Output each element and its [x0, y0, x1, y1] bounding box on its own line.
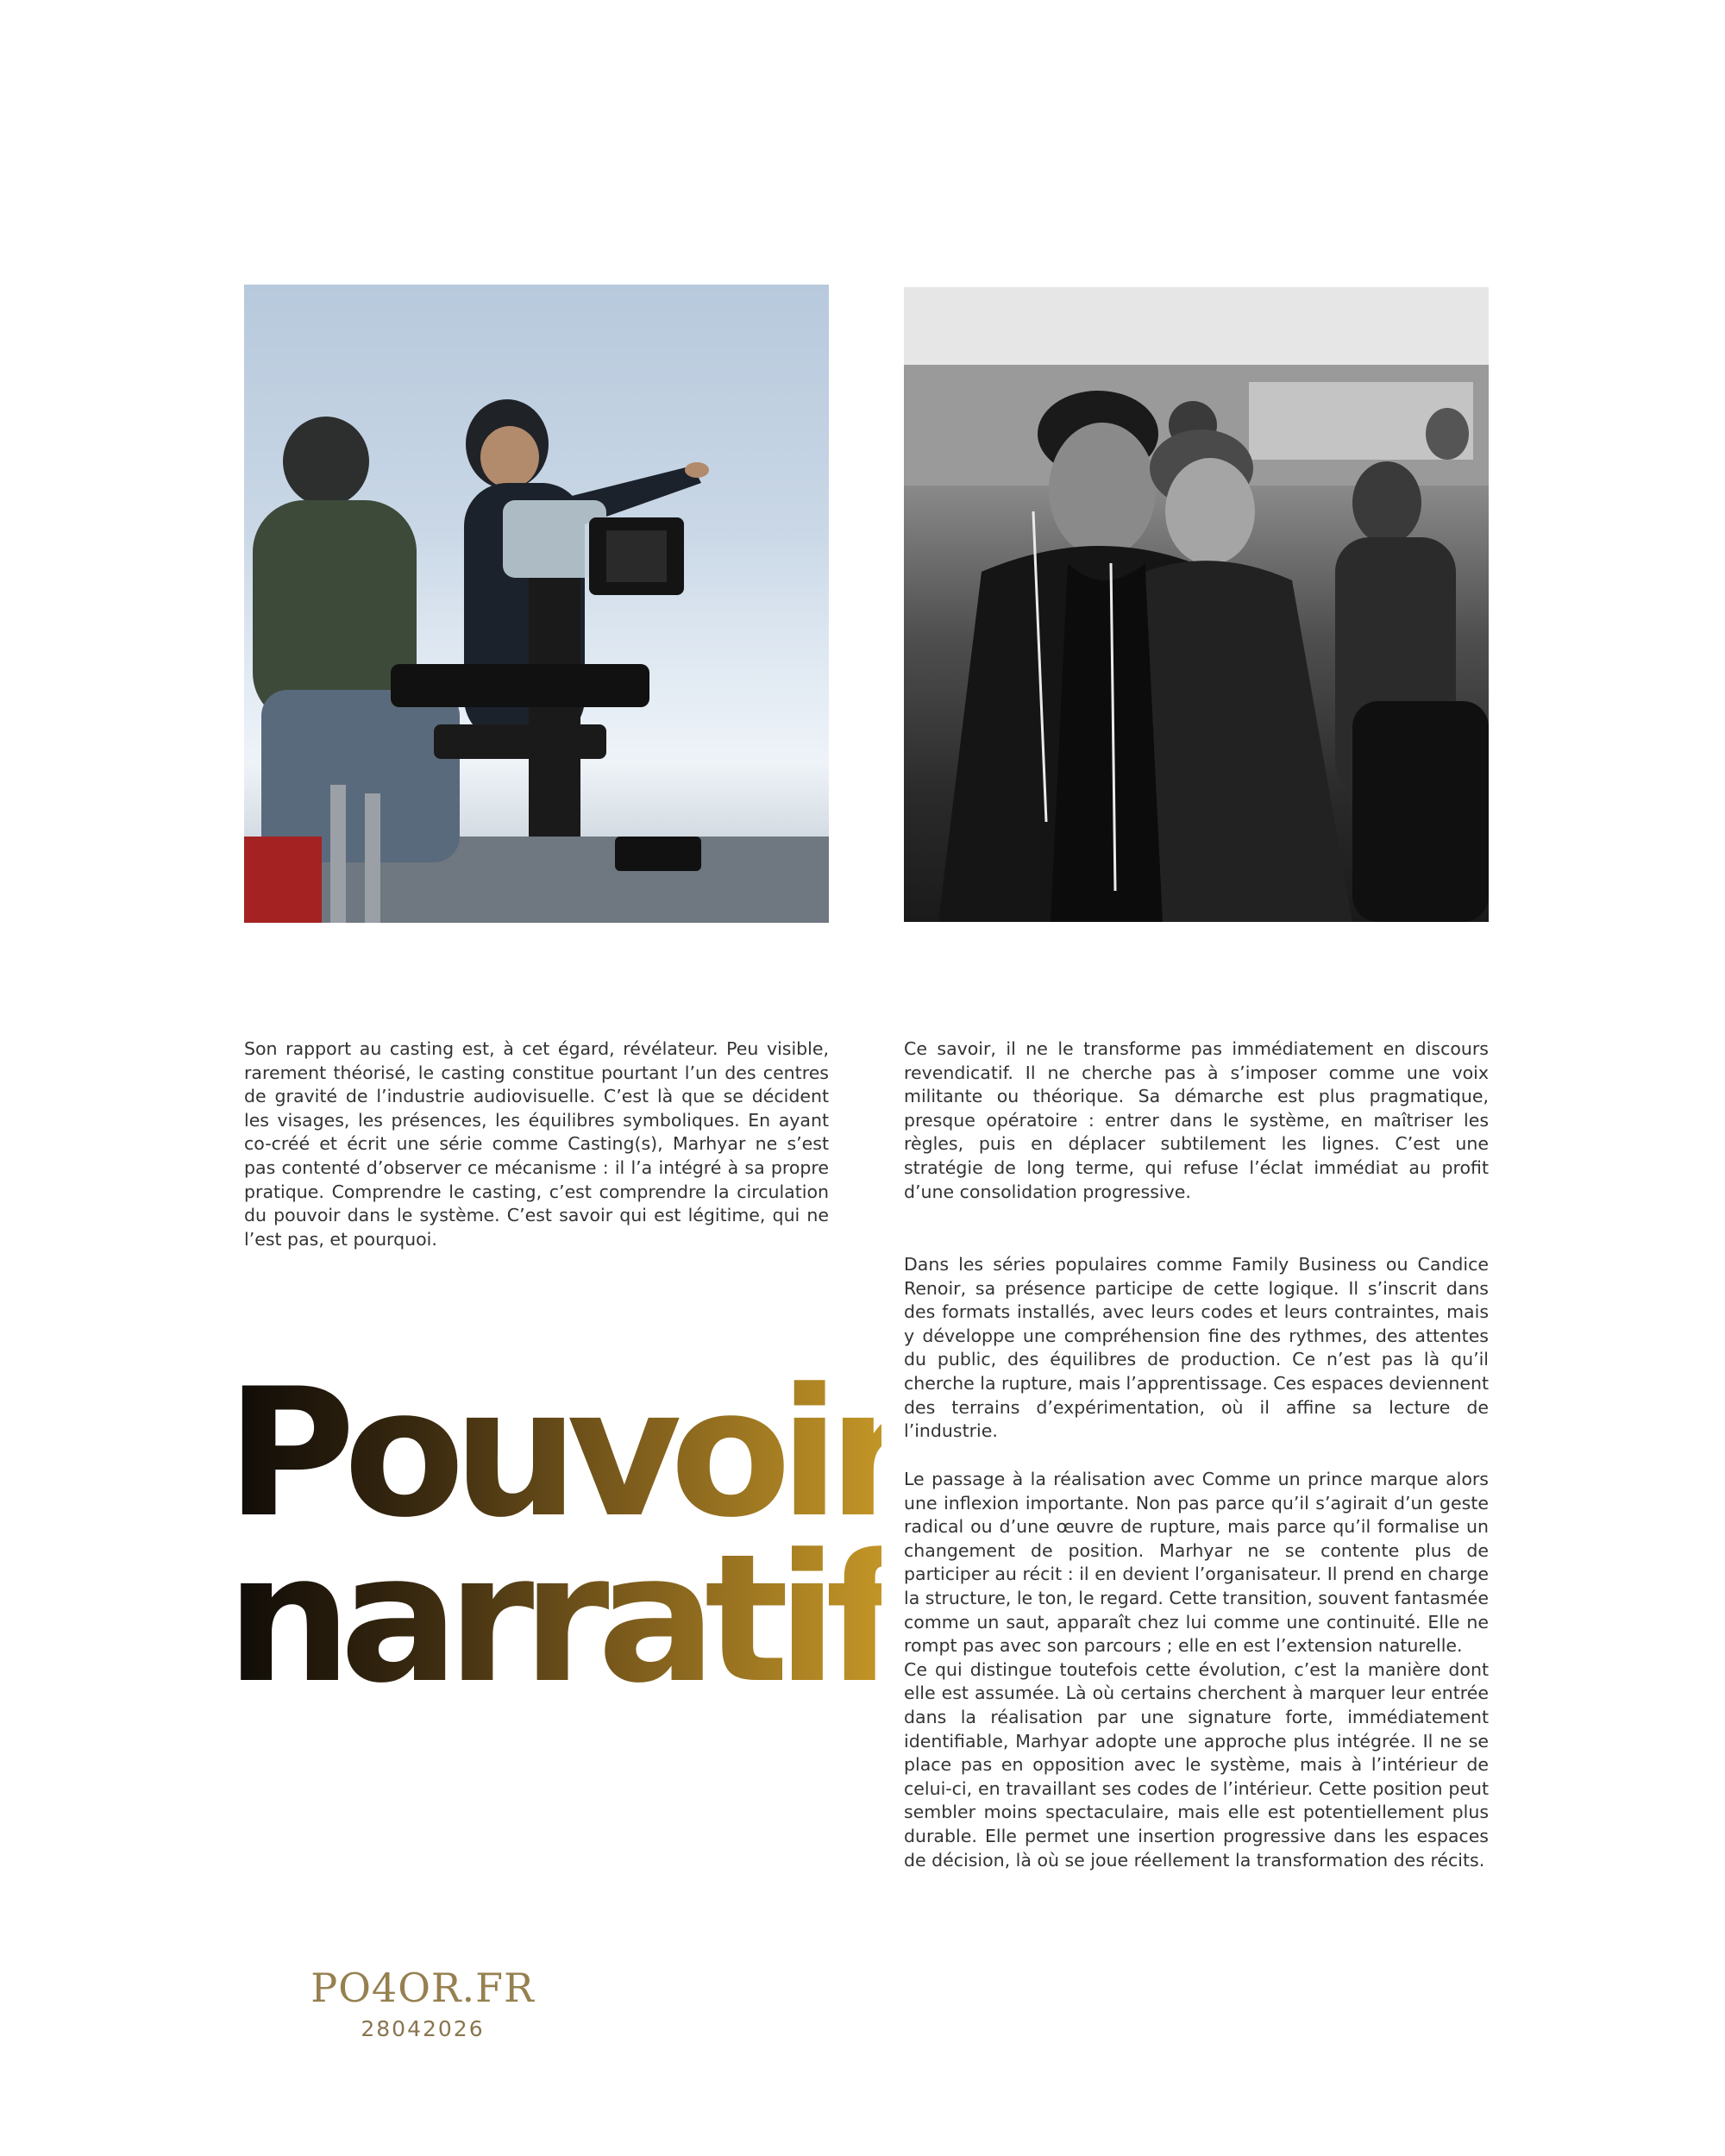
article-column-right-block-1	[904, 1037, 1489, 1204]
article-paragraph: Ce savoir, il ne le transforme pas immédiatement en discours revendicatif. Il ne cherche pas à s’imposer comme une voix militante ou théorique. Sa démarche est plus pragmatique, presque opératoire : entrer dans le système, en maîtriser les règles, puis en déplacer subtilement les lignes. C’est une stratégie de long terme, qui refuse l’éclat immédiat au profit d’une consolidation progressive.	[904, 1038, 1489, 1202]
street-portrait-photo	[904, 287, 1489, 922]
article-column-right-block-2	[904, 1253, 1489, 1444]
article-paragraph: Le passage à la réalisation avec Comme un prince marque alors une inflexion importante. Non pas parce qu’il s’agirait d’un geste radical ou d’une œuvre de rupture, mais parce qu’il formalise un changement de position. Marhyar ne se contente plus de participer au récit : il en devient l’organisateur. Il prend en charge la structure, le ton, le regard. Cette transition, souvent fantasmée comme un saut, apparaît chez lui comme une continuité. Elle ne rompt pas avec son parcours ; elle en est l’extension naturelle.	[904, 1469, 1489, 1657]
article-paragraph: Dans les séries populaires comme Family Business ou Candice Renoir, sa présence participe de cette logique. Il s’inscrit dans des formats installés, avec leurs codes et leurs contraintes, mais y développe une compréhension fine des rythmes, des attentes du public, des équilibres de production. Ce n’est pas là qu’il cherche la rupture, mais l’apprentissage. Ces espaces deviennent des terrains d’expérimentation, où il affine sa lecture de l’industrie.	[904, 1254, 1489, 1442]
article-column-right-block-3	[904, 1468, 1489, 1872]
issue-date: 28042026	[361, 2016, 485, 2041]
headline-line-2: narratif	[226, 1517, 891, 1722]
article-column-left	[244, 1037, 829, 1251]
street-portrait-illustration	[904, 287, 1489, 922]
film-crew-illustration	[244, 285, 829, 923]
headline	[226, 1351, 903, 1722]
headline-line-1: Pouvoir	[226, 1351, 903, 1557]
brand-logo-text: PO4OR.FR	[310, 1965, 535, 2011]
article-paragraph: Son rapport au casting est, à cet égard, révélateur. Peu visible, rarement théorisé, le casting constitue pourtant l’un des centres de gravité de l’industrie audiovisuelle. C’est là que se décident les visages, les présences, les équilibres symboliques. En ayant co-créé et écrit une série comme Casting(s), Marhyar ne s’est pas contenté d’observer ce mécanisme : il l’a intégré à sa propre pratique. Comprendre le casting, c’est comprendre la circulation du pouvoir dans le système. C’est savoir qui est légitime, qui ne l’est pas, et pourquoi.	[244, 1038, 829, 1250]
film-crew-photo	[244, 285, 829, 923]
article-paragraph: Ce qui distingue toutefois cette évolution, c’est la manière dont elle est assumée. Là où certains cherchent à marquer leur entrée dans la réalisation par une signature forte, immédiatement identifiable, Marhyar adopte une approche plus intégrée. Il ne se place pas en opposition avec le système, mais à l’intérieur de celui-ci, en travaillant ses codes de l’intérieur. Cette position peut sembler moins spectaculaire, mais elle est potentiellement plus durable. Elle permet une insertion progressive dans les espaces de décision, là où se joue réellement la transformation des récits.	[904, 1658, 1489, 1871]
